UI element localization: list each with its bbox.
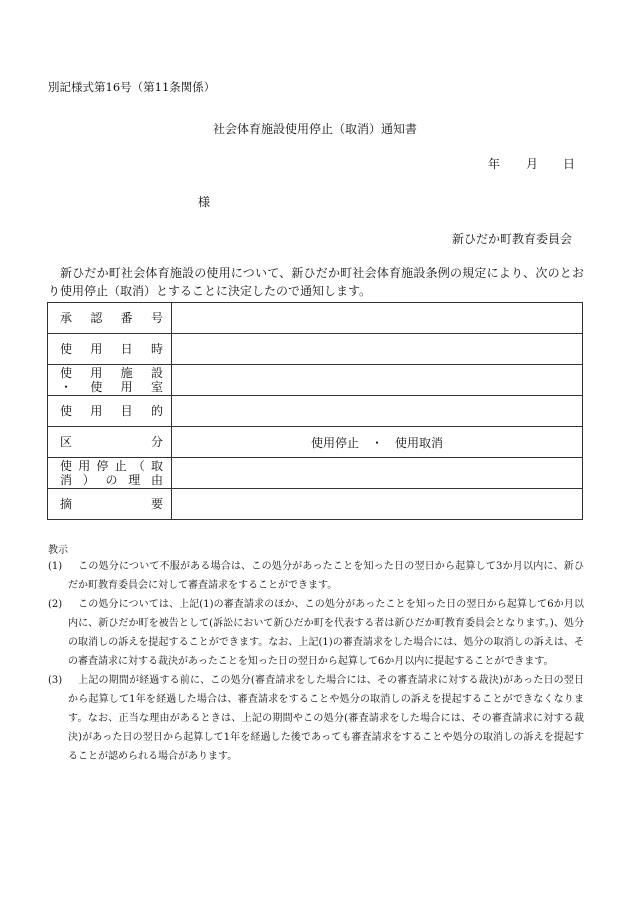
note-number: (1) — [48, 561, 63, 572]
row-label-char: 用 — [90, 342, 103, 356]
note-text: この処分について不服がある場合は、この処分があったことを知った日の翌日から起算して3か月以内に、新ひだか町教育委員会に対して審査請求をすることができます。 — [68, 561, 584, 591]
row-value[interactable] — [172, 334, 583, 365]
row-label — [48, 458, 172, 489]
row-label-line — [60, 311, 163, 325]
row-label-char: 用 — [120, 380, 133, 394]
row-value[interactable] — [172, 458, 583, 489]
row-label-char: 用 — [90, 404, 103, 418]
row-label-char: 消 — [60, 473, 73, 487]
row-label-char: 使 — [90, 380, 103, 394]
date-day-label: 日 — [563, 157, 576, 171]
row-label-char: 摘 — [60, 497, 73, 511]
row-label-char: 号 — [150, 311, 163, 325]
table-row — [48, 427, 583, 458]
row-value[interactable] — [172, 365, 583, 396]
row-label-char: 使 — [60, 366, 73, 380]
row-label — [48, 365, 172, 396]
row-label-char: 用 — [90, 366, 103, 380]
row-label-char: 設 — [150, 366, 163, 380]
date-month-label: 月 — [526, 157, 539, 171]
row-label-char: 時 — [150, 342, 163, 356]
note-number: (3) — [48, 675, 63, 686]
row-label — [48, 303, 172, 334]
row-label-line — [60, 380, 163, 394]
row-value[interactable]: 使用停止 ・ 使用取消 — [172, 427, 583, 458]
row-label-char: 分 — [150, 435, 163, 449]
row-label-char: 使 — [60, 404, 73, 418]
row-label-char: 停 — [96, 459, 109, 473]
row-label-line — [60, 366, 163, 380]
row-label-char: 用 — [78, 459, 91, 473]
row-label-char: 施 — [120, 366, 133, 380]
row-label-char: 認 — [90, 311, 103, 325]
row-label-char: 番 — [120, 311, 133, 325]
notification-body-text: 新ひだか町社会体育施設の使用について、新ひだか町社会体育施設条例の規定により、次のとおり使用停止（取消）とすることに決定したので通知します。 — [48, 266, 584, 298]
table-row — [48, 365, 583, 396]
row-label-char: ） — [82, 473, 95, 487]
row-label-char: の — [105, 473, 118, 487]
row-label-char: 的 — [150, 404, 163, 418]
row-label-line — [60, 473, 163, 487]
form-number: 別記様式第16号（第11条関係） — [48, 80, 216, 94]
table-row — [48, 334, 583, 365]
date-year-label: 年 — [488, 157, 501, 171]
row-label-line — [60, 404, 163, 418]
row-label-char: 由 — [150, 473, 163, 487]
table-row — [48, 489, 583, 520]
row-value[interactable] — [172, 396, 583, 427]
document-title: 社会体育施設使用停止（取消）通知書 — [212, 122, 417, 136]
row-label — [48, 489, 172, 520]
row-label-char: （ — [132, 459, 145, 473]
row-label-line — [60, 497, 163, 511]
row-label-char: 承 — [60, 311, 73, 325]
row-label-char: 使 — [60, 459, 73, 473]
row-label-line — [60, 459, 163, 473]
note-number: (2) — [48, 599, 63, 610]
note-item — [48, 557, 584, 595]
row-label-char: 室 — [150, 380, 163, 394]
row-label-char: 要 — [150, 497, 163, 511]
notes-list — [48, 557, 584, 766]
row-label-char: ・ — [60, 380, 73, 394]
notes-heading: 教示 — [48, 545, 68, 556]
row-label-line — [60, 435, 163, 449]
table-row — [48, 458, 583, 489]
note-text: 上記の期間が経過する前に、この処分(審査請求をした場合には、その審査請求に対する裁決)があった日の翌日から起算して1年を経過した場合は、審査請求をすることや処分の取消しの訴えを提起することができなくなります。なお、正当な理由があるときは、上記の期間やこの処分(審査請求をした場合には、その審査請求に対する裁決)があった日の翌日から起算して1年を経過した後であっても審査請求をすることや処分の取消しの訴えを提起することが認められる場合があります。 — [68, 675, 584, 762]
table-row — [48, 396, 583, 427]
row-label-char: 使 — [60, 342, 73, 356]
note-item — [48, 595, 584, 671]
row-label-char: 区 — [60, 435, 73, 449]
note-text: この処分については、上記(1)の審査請求のほか、この処分があったことを知った日の翌日から起算して6か月以内に、新ひだか町を被告として(訴訟において新ひだか町を代表する者は新ひだか町教育委員会となります。)、処分の取消しの訴えを提起することができます。なお、上記(1)の審査請求をした場合には、処分の取消しの訴えは、その審査請求に対する裁決があったことを知った日の翌日から起算して6か月以内に提起することができます。 — [68, 599, 584, 667]
row-value[interactable] — [172, 489, 583, 520]
recipient-honorific: 様 — [198, 195, 211, 209]
row-label-char: 日 — [120, 342, 133, 356]
row-label-char: 目 — [120, 404, 133, 418]
row-label — [48, 427, 172, 458]
row-label — [48, 396, 172, 427]
row-label-char: 取 — [150, 459, 163, 473]
row-label-line — [60, 342, 163, 356]
issuer-name: 新ひだか町教育委員会 — [451, 232, 572, 246]
table-row — [48, 303, 583, 334]
usage-details-table — [47, 302, 583, 520]
row-label — [48, 334, 172, 365]
note-item — [48, 671, 584, 766]
row-label-char: 止 — [114, 459, 127, 473]
row-value[interactable] — [172, 303, 583, 334]
row-label-char: 理 — [128, 473, 141, 487]
